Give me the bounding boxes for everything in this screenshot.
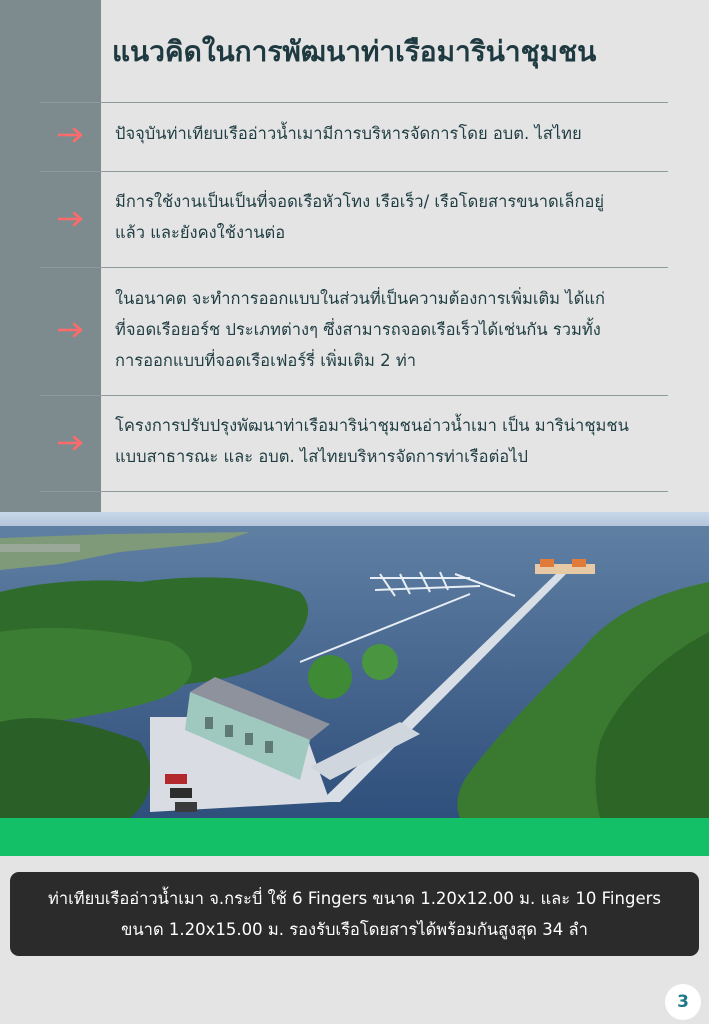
list-item — [115, 410, 660, 472]
marina-aerial-image — [0, 512, 709, 818]
arrow-right-icon — [58, 322, 84, 338]
list-item-line: แล้ว และยังคงใช้งานต่อ — [115, 223, 286, 242]
divider — [40, 267, 668, 268]
list-item — [115, 186, 660, 248]
list-item-line: โครงการปรับปรุงพัฒนาท่าเรือมาริน่าชุมชนอ่าวน้ำเมา เป็น มาริน่าชุมชน — [115, 416, 629, 435]
arrow-right-icon — [58, 127, 84, 143]
sidebar-accent-panel — [0, 0, 101, 512]
caption-line: ท่าเทียบเรืออ่าวน้ำเมา จ.กระบี่ ใช้ 6 Fingers ขนาด 1.20x12.00 ม. และ 10 Fingers — [48, 889, 661, 908]
list-item-line: แบบสาธารณะ และ อบต. ไสไทยบริหารจัดการท่าเรือต่อไป — [115, 447, 528, 466]
divider — [40, 171, 668, 172]
caption-box — [10, 872, 699, 956]
divider — [40, 395, 668, 396]
caption-line: ขนาด 1.20x15.00 ม. รองรับเรือโดยสารได้พร้อมกันสูงสุด 34 ลำ — [121, 920, 588, 939]
page-number-badge: 3 — [665, 984, 701, 1020]
green-accent-band — [0, 818, 709, 856]
list-item-line: ที่จอดเรือยอร์ช ประเภทต่างๆ ซึ่งสามารถจอดเรือเร็วได้เช่นกัน รวมทั้ง — [115, 320, 601, 339]
page-title: แนวคิดในการพัฒนาท่าเรือมาริน่าชุมชน — [112, 35, 597, 68]
arrow-right-icon — [58, 211, 84, 227]
list-item-line: ในอนาคต จะทำการออกแบบในส่วนที่เป็นความต้องการเพิ่มเติม ได้แก่ — [115, 289, 605, 308]
list-item — [115, 283, 660, 376]
list-item-line: การออกแบบที่จอดเรือเฟอร์รี่ เพิ่มเติม 2 ท่า — [115, 351, 417, 370]
divider — [40, 491, 668, 492]
divider — [40, 102, 668, 103]
list-item-line: มีการใช้งานเป็นเป็นที่จอดเรือหัวโทง เรือเร็ว/ เรือโดยสารขนาดเล็กอยู่ — [115, 192, 605, 211]
list-item — [115, 118, 660, 149]
list-item-line: ปัจจุบันท่าเทียบเรืออ่าวน้ำเมามีการบริหารจัดการโดย อบต. ไสไทย — [115, 124, 582, 143]
arrow-right-icon — [58, 435, 84, 451]
